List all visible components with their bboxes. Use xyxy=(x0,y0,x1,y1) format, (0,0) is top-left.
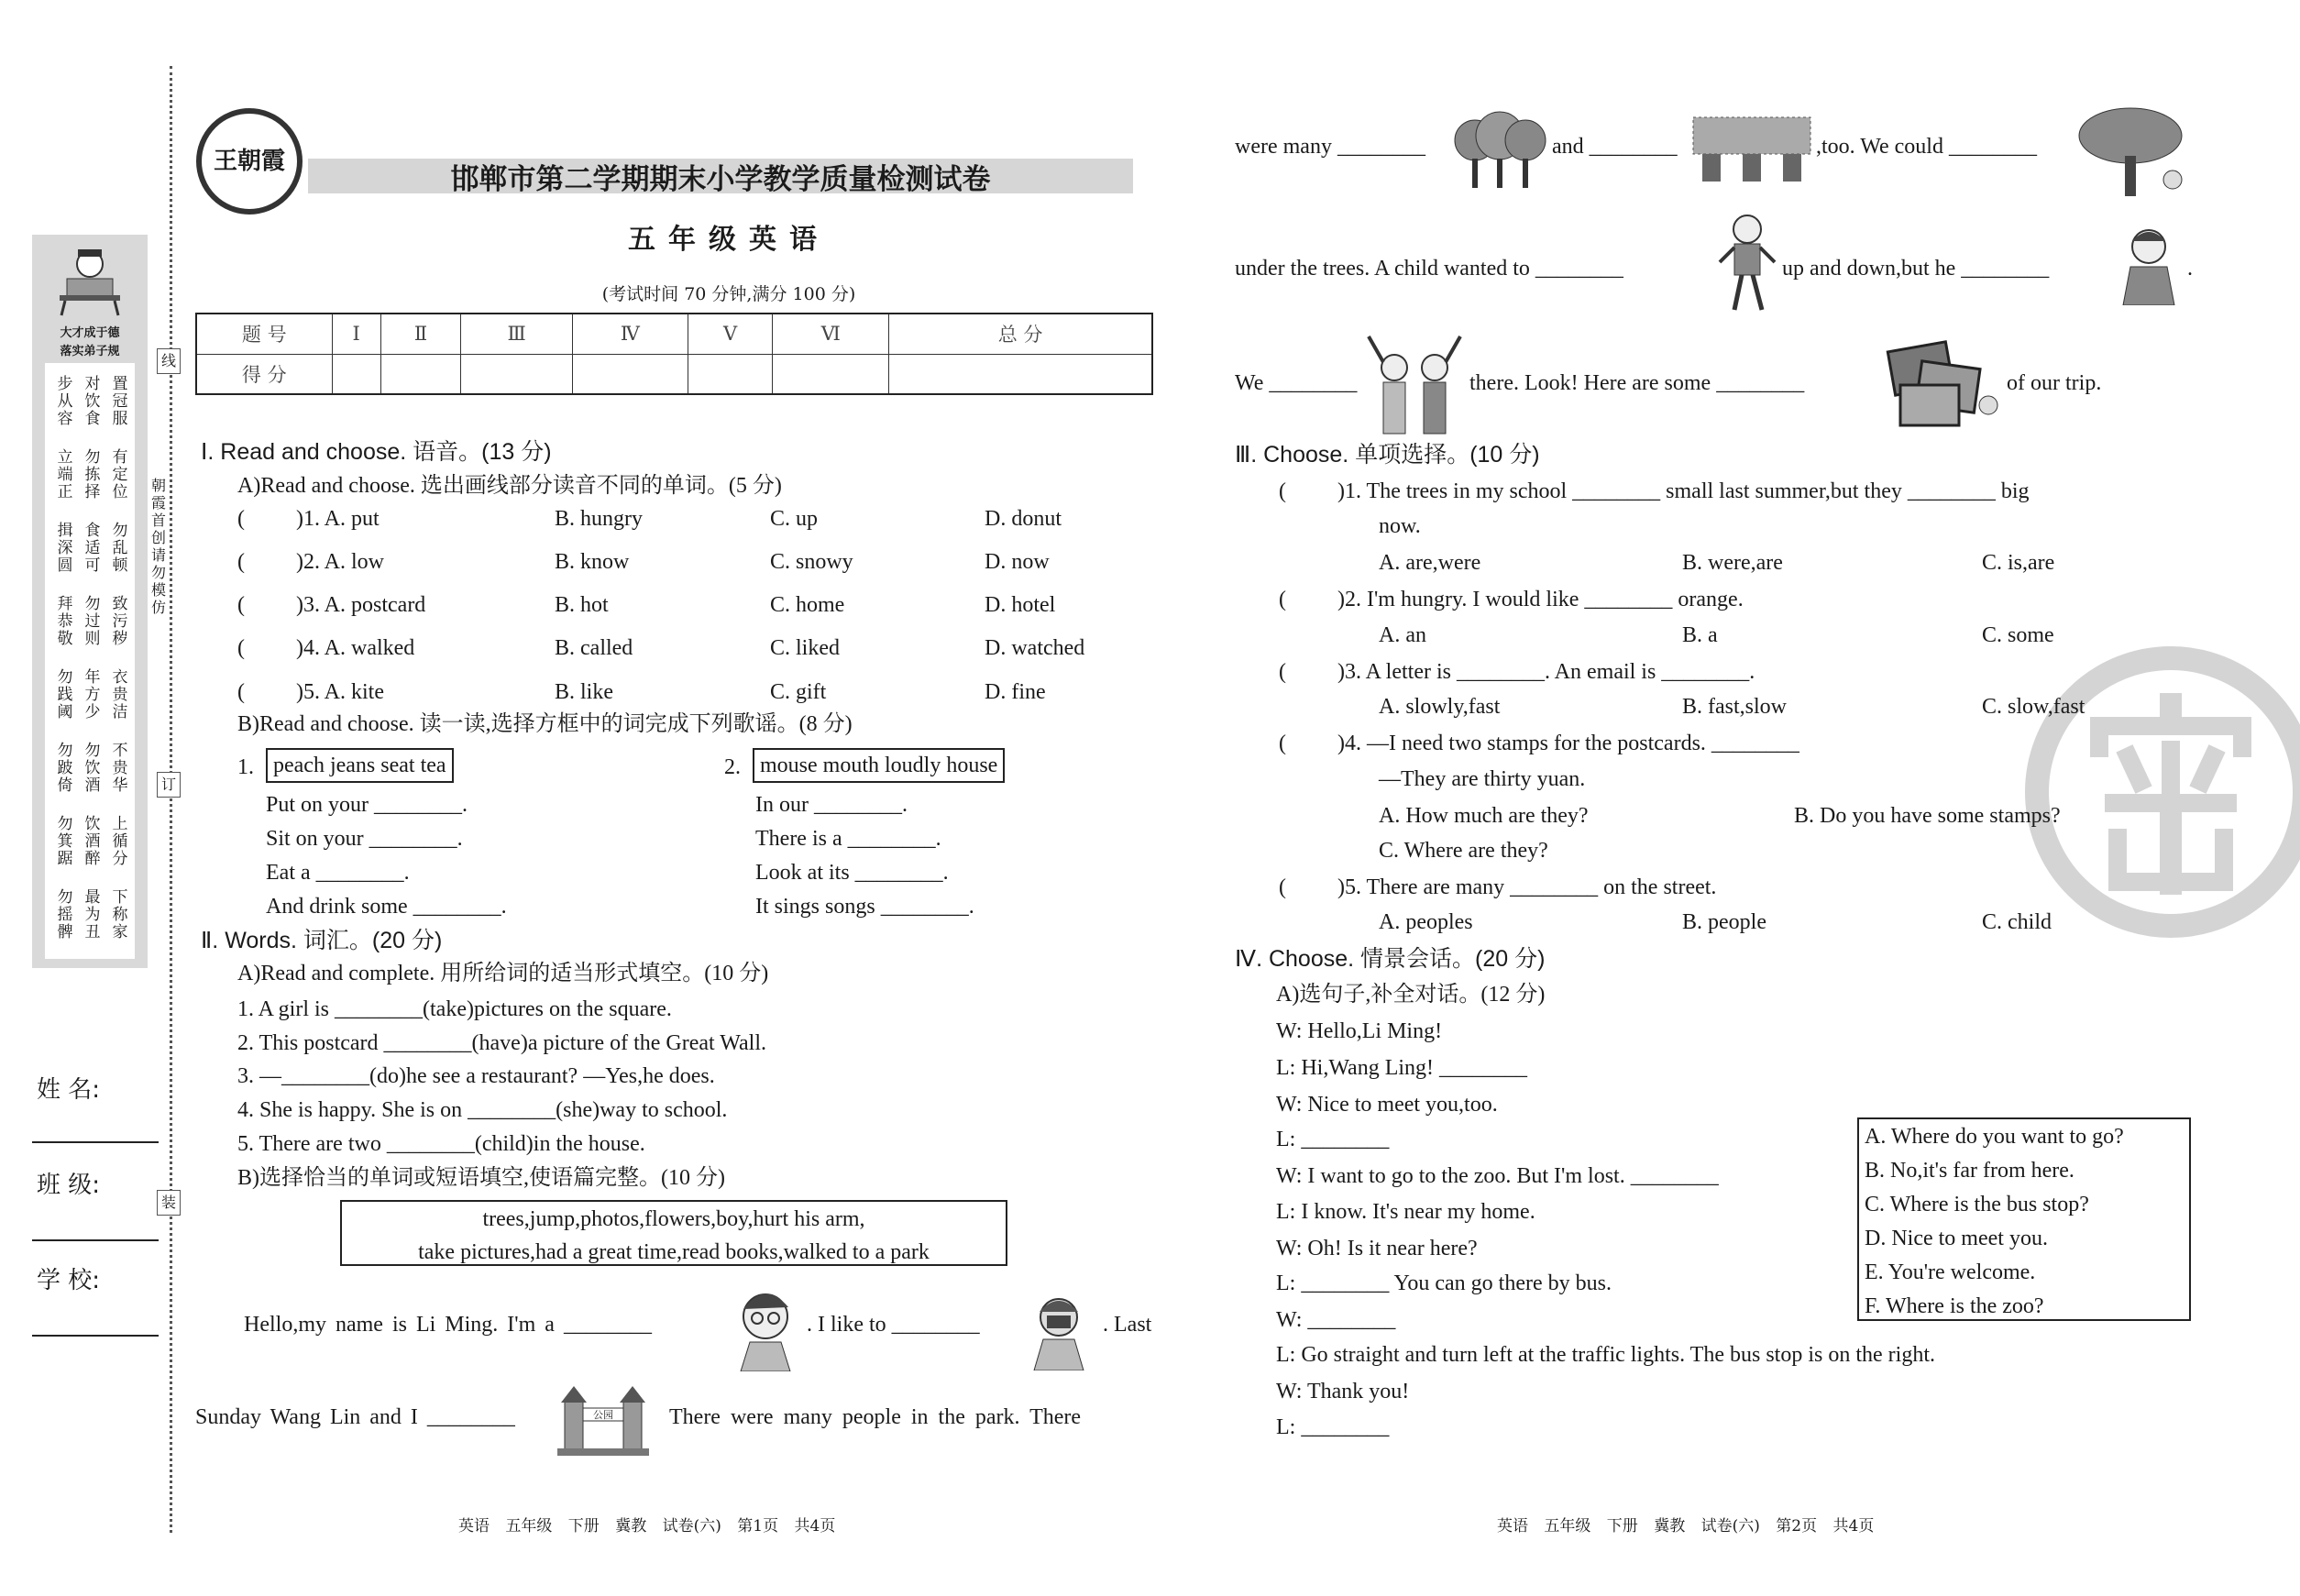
poem-line: Sit on your ________. xyxy=(266,827,463,851)
table-cell: 总 分 xyxy=(889,314,1152,354)
option-item: F. Where is the zoo? xyxy=(1865,1294,2044,1318)
verse-column: 对饮食 xyxy=(84,375,101,428)
dialogue-line: L: I know. It's near my home. xyxy=(1276,1200,1535,1224)
options-box xyxy=(1857,1117,2191,1321)
mc-question: )2. I'm hungry. I would like ________ orange. xyxy=(1337,588,1744,611)
mc-option: B. people xyxy=(1682,910,1766,934)
section-2a-title: A)Read and complete. 用所给词的适当形式填空。(10 分) xyxy=(237,962,769,985)
section-4-title: Ⅳ. Choose. 情景会话。(20 分) xyxy=(1235,946,1546,972)
cut-label: 线 xyxy=(157,348,181,374)
mc-option: C. slow,fast xyxy=(1982,695,2085,719)
passage-text: Hello,my name is Li Ming. I'm a ________ xyxy=(244,1313,652,1337)
passage-text: There were many people in the park. There xyxy=(669,1405,1082,1429)
score-cell[interactable] xyxy=(773,354,889,394)
flowers-picture xyxy=(1689,108,1814,185)
passage-text: . I like to ________ xyxy=(807,1313,980,1337)
passage-text: there. Look! Here are some ________ xyxy=(1469,371,1805,395)
option-c: C. up xyxy=(770,507,819,531)
answer-paren[interactable]: ( xyxy=(1279,479,1286,503)
word-bank-line: take pictures,had a great time,read books,walked to a park xyxy=(418,1240,930,1264)
mc-option: A. are,were xyxy=(1379,551,1481,575)
passage-text: We ________ xyxy=(1235,371,1358,395)
question-number: )5. A. kite xyxy=(296,680,384,704)
answer-paren[interactable]: ( xyxy=(1279,588,1286,611)
class-field[interactable] xyxy=(32,1239,159,1241)
table-cell: 题 号 xyxy=(196,314,332,354)
verse-column: 最为丑 xyxy=(84,888,101,941)
mc-question-cont: now. xyxy=(1379,514,1421,538)
fill-item: 1. A girl is ________(take)pictures on the square. xyxy=(237,997,672,1021)
mc-option: B. Do you have some stamps? xyxy=(1794,804,2061,828)
option-item: C. Where is the bus stop? xyxy=(1865,1193,2089,1216)
mc-question: )1. The trees in my school ________ small last summer,but they ________ big xyxy=(1337,479,2030,503)
table-row xyxy=(196,354,1152,394)
verse-column: 下称家 xyxy=(112,888,128,941)
dialogue-line: W: ________ xyxy=(1276,1308,1396,1332)
word-bank xyxy=(340,1200,1007,1266)
option-d: D. now xyxy=(985,550,1050,574)
passage-text: . xyxy=(2187,257,2193,281)
option-item: E. You're welcome. xyxy=(1865,1260,2036,1284)
verse-column: 上循分 xyxy=(112,815,128,868)
sidebar-panel xyxy=(32,235,148,968)
passage-text: Sunday Wang Lin and I ________ xyxy=(195,1405,515,1429)
children-cheering-picture xyxy=(1361,335,1468,435)
mc-question: )4. —I need two stamps for the postcards. ________ xyxy=(1337,732,1799,755)
school-label: 学 校: xyxy=(37,1267,101,1294)
verse-column: 勿过则 xyxy=(84,595,101,648)
fill-item: 3. —________(do)he see a restaurant? —Yes,he does. xyxy=(237,1064,715,1088)
park-picture xyxy=(557,1382,649,1456)
answer-paren[interactable]: ( xyxy=(237,593,245,617)
verse-column: 不贵华 xyxy=(112,742,128,795)
section-1-title: Ⅰ. Read and choose. 语音。(13 分) xyxy=(201,439,552,465)
question-number: )2. A. low xyxy=(296,550,384,574)
verse-column: 食适可 xyxy=(84,522,101,575)
passage-text: and ________ xyxy=(1552,135,1678,159)
mc-option: B. were,are xyxy=(1682,551,1783,575)
mc-question: )3. A letter is ________. An email is ________. xyxy=(1337,660,1755,684)
option-item: D. Nice to meet you. xyxy=(1865,1227,2048,1250)
answer-paren[interactable]: ( xyxy=(237,507,245,531)
verse-column: 饮酒醉 xyxy=(84,815,101,868)
answer-paren[interactable]: ( xyxy=(237,550,245,574)
mc-option: A. peoples xyxy=(1379,910,1473,934)
verse-group xyxy=(56,596,129,648)
passage-text: under the trees. A child wanted to ________ xyxy=(1235,257,1623,281)
mc-option: A. How much are they? xyxy=(1379,804,1589,828)
verse-column: 勿拣择 xyxy=(84,448,101,501)
seal-watermark xyxy=(2024,645,2300,939)
option-c: C. snowy xyxy=(770,550,853,574)
cut-label: 订 xyxy=(157,772,181,798)
poem-line: There is a ________. xyxy=(755,827,941,851)
option-item: A. Where do you want to go? xyxy=(1865,1125,2124,1149)
word-box-2: mouse mouth loudly house xyxy=(753,748,1005,783)
option-b: B. know xyxy=(555,550,630,574)
photographer-picture xyxy=(1027,1288,1091,1370)
mc-option: B. a xyxy=(1682,623,1718,647)
section-1a-title: A)Read and choose. 选出画线部分读音不同的单词。(5 分) xyxy=(237,474,782,498)
verse-column: 勿践阈 xyxy=(57,668,73,721)
student-illustration xyxy=(58,244,122,317)
answer-paren[interactable]: ( xyxy=(1279,660,1286,684)
passage-text: ,too. We could ________ xyxy=(1816,135,2037,159)
footer-right: 英语 五年级 下册 冀教 试卷(六) 第2页 共4页 xyxy=(1497,1517,1875,1535)
verse-group xyxy=(56,523,129,575)
dialogue-line: L: ________ xyxy=(1276,1128,1390,1151)
verse-group xyxy=(56,889,129,941)
option-c: C. gift xyxy=(770,680,827,704)
option-b: B. like xyxy=(555,680,613,704)
word-bank-line: trees,jump,photos,flowers,boy,hurt his arm, xyxy=(482,1207,865,1231)
cut-label: 装 xyxy=(157,1190,181,1216)
logo xyxy=(196,108,303,215)
section-1b-title: B)Read and choose. 读一读,选择方框中的词完成下列歌谣。(8 分) xyxy=(237,712,853,736)
park-sign: 公园 xyxy=(593,1409,613,1421)
score-table xyxy=(195,313,1153,395)
dialogue-line: W: Hello,Li Ming! xyxy=(1276,1019,1443,1043)
poem-line: It sings songs ________. xyxy=(755,895,974,919)
score-cell[interactable] xyxy=(688,354,773,394)
passage-text: of our trip. xyxy=(2007,371,2102,395)
verse-column: 拜恭敬 xyxy=(57,595,73,648)
dialogue-line: W: I want to go to the zoo. But I'm lost. ________ xyxy=(1276,1164,1719,1188)
poem-line: Eat a ________. xyxy=(266,861,410,885)
verse-column: 置冠服 xyxy=(112,375,128,428)
mc-option: A. slowly,fast xyxy=(1379,695,1501,719)
verse-column: 致污秽 xyxy=(112,595,128,648)
answer-paren[interactable]: ( xyxy=(237,680,245,704)
fill-item: 4. She is happy. She is on ________(she)way to school. xyxy=(237,1098,728,1122)
mc-option: C. Where are they? xyxy=(1379,839,1548,863)
table-cell: 得 分 xyxy=(196,354,332,394)
score-cell[interactable] xyxy=(461,354,573,394)
fill-item: 5. There are two ________(child)in the house. xyxy=(237,1132,645,1156)
answer-paren[interactable]: ( xyxy=(237,636,245,660)
section-4a-title: A)选句子,补全对话。(12 分) xyxy=(1276,983,1546,1007)
option-item: B. No,it's far from here. xyxy=(1865,1159,2074,1183)
verse-column: 勿跛倚 xyxy=(57,742,73,795)
name-label: 姓 名: xyxy=(37,1076,101,1104)
table-cell: Ⅲ xyxy=(461,314,573,354)
score-cell[interactable] xyxy=(380,354,460,394)
poem-line: In our ________. xyxy=(755,793,908,817)
mc-option: C. child xyxy=(1982,910,2052,934)
score-cell[interactable] xyxy=(889,354,1152,394)
poem-line: Put on your ________. xyxy=(266,793,468,817)
verse-column: 衣贵洁 xyxy=(112,668,128,721)
section-3-title: Ⅲ. Choose. 单项选择。(10 分) xyxy=(1235,442,1540,468)
verse-column: 步从容 xyxy=(57,375,73,428)
verse-group xyxy=(56,743,129,795)
verse-column: 有定位 xyxy=(112,448,128,501)
option-d: D. fine xyxy=(985,680,1046,704)
verse-column: 勿饮酒 xyxy=(84,742,101,795)
passage-text: up and down,but he ________ xyxy=(1782,257,2050,281)
exam-title: 邯郸市第二学期期末小学教学质量检测试卷 xyxy=(450,163,991,196)
option-c: C. home xyxy=(770,593,845,617)
answer-paren[interactable]: ( xyxy=(1279,875,1286,899)
exam-subtitle: 五年级英语 xyxy=(628,224,830,256)
dialogue-line: W: Nice to meet you,too. xyxy=(1276,1093,1498,1117)
mc-question-cont: —They are thirty yuan. xyxy=(1379,767,1586,791)
poem-line: Look at its ________. xyxy=(755,861,949,885)
verses xyxy=(45,363,135,959)
footer-left: 英语 五年级 下册 冀教 试卷(六) 第1页 共4页 xyxy=(458,1517,836,1535)
verse-column: 勿摇髀 xyxy=(57,888,73,941)
option-d: D. donut xyxy=(985,507,1062,531)
boy-picture xyxy=(732,1280,800,1371)
vertical-note: 朝霞首创 请勿模仿 xyxy=(151,477,167,616)
poem-line: And drink some ________. xyxy=(266,895,507,919)
verse-column: 年方少 xyxy=(84,668,101,721)
question-number: )3. A. postcard xyxy=(296,593,426,617)
table-cell: Ⅳ xyxy=(572,314,688,354)
table-cell: Ⅴ xyxy=(688,314,773,354)
option-c: C. liked xyxy=(770,636,840,660)
option-b: B. hot xyxy=(555,593,609,617)
word-box-1: peach jeans seat tea xyxy=(266,748,454,783)
passage-text: were many ________ xyxy=(1235,135,1425,159)
passage-text: . Last xyxy=(1103,1313,1152,1337)
school-field[interactable] xyxy=(32,1335,159,1337)
verse-group xyxy=(56,816,129,868)
verse-column: 揖深圆 xyxy=(57,522,73,575)
verse-column: 勿箕踞 xyxy=(57,815,73,868)
hurt-boy-picture xyxy=(2112,223,2185,305)
section-2-title: Ⅱ. Words. 词汇。(20 分) xyxy=(201,928,443,953)
table-cell: Ⅰ xyxy=(332,314,380,354)
question-number: )1. A. put xyxy=(296,507,380,531)
dialogue-line: L: ________ You can go there by bus. xyxy=(1276,1271,1612,1295)
exam-info: (考试时间 70 分钟,满分 100 分) xyxy=(601,284,856,304)
verse-group xyxy=(56,449,129,501)
option-b: B. called xyxy=(555,636,633,660)
fill-item: 2. This postcard ________(have)a picture of the Great Wall. xyxy=(237,1031,767,1055)
dialogue-line: W: Thank you! xyxy=(1276,1380,1410,1403)
class-label: 班 级: xyxy=(37,1172,101,1199)
logo-text: 王朝霞 xyxy=(213,148,285,175)
name-field[interactable] xyxy=(32,1141,159,1143)
box-number: 1. xyxy=(237,755,254,779)
verse-column: 勿乱顿 xyxy=(112,522,128,575)
dialogue-line: W: Oh! Is it near here? xyxy=(1276,1237,1478,1260)
table-cell: Ⅱ xyxy=(380,314,460,354)
tree-picnic-picture xyxy=(2075,103,2195,198)
mc-option: A. an xyxy=(1379,623,1426,647)
verse-group xyxy=(56,376,129,428)
photos-picture xyxy=(1882,337,2003,433)
box-number: 2. xyxy=(724,755,741,779)
verse-group xyxy=(56,669,129,721)
table-row xyxy=(196,314,1152,354)
cut-line xyxy=(170,66,172,1533)
motto-line-2: 落实弟子规 xyxy=(60,345,120,358)
mc-option: B. fast,slow xyxy=(1682,695,1787,719)
question-number: )4. A. walked xyxy=(296,636,415,660)
table-cell: Ⅵ xyxy=(773,314,889,354)
option-b: B. hungry xyxy=(555,507,643,531)
mc-option: C. some xyxy=(1982,623,2054,647)
motto-line-1: 大才成于德 xyxy=(60,326,120,340)
dialogue-line: L: ________ xyxy=(1276,1415,1390,1439)
verse-column: 立端正 xyxy=(57,448,73,501)
option-d: D. watched xyxy=(985,636,1085,660)
score-cell[interactable] xyxy=(332,354,380,394)
trees-picture xyxy=(1452,108,1548,189)
answer-paren[interactable]: ( xyxy=(1279,732,1286,755)
mc-question: )5. There are many ________ on the street. xyxy=(1337,875,1717,899)
dialogue-line: L: Hi,Wang Ling! ________ xyxy=(1276,1056,1528,1080)
section-2b-title: B)选择恰当的单词或短语填空,使语篇完整。(10 分) xyxy=(237,1166,725,1190)
jumping-boy-picture xyxy=(1716,211,1778,314)
score-cell[interactable] xyxy=(572,354,688,394)
mc-option: C. is,are xyxy=(1982,551,2055,575)
dialogue-line: L: Go straight and turn left at the traffic lights. The bus stop is on the right. xyxy=(1276,1343,1935,1367)
option-d: D. hotel xyxy=(985,593,1056,617)
